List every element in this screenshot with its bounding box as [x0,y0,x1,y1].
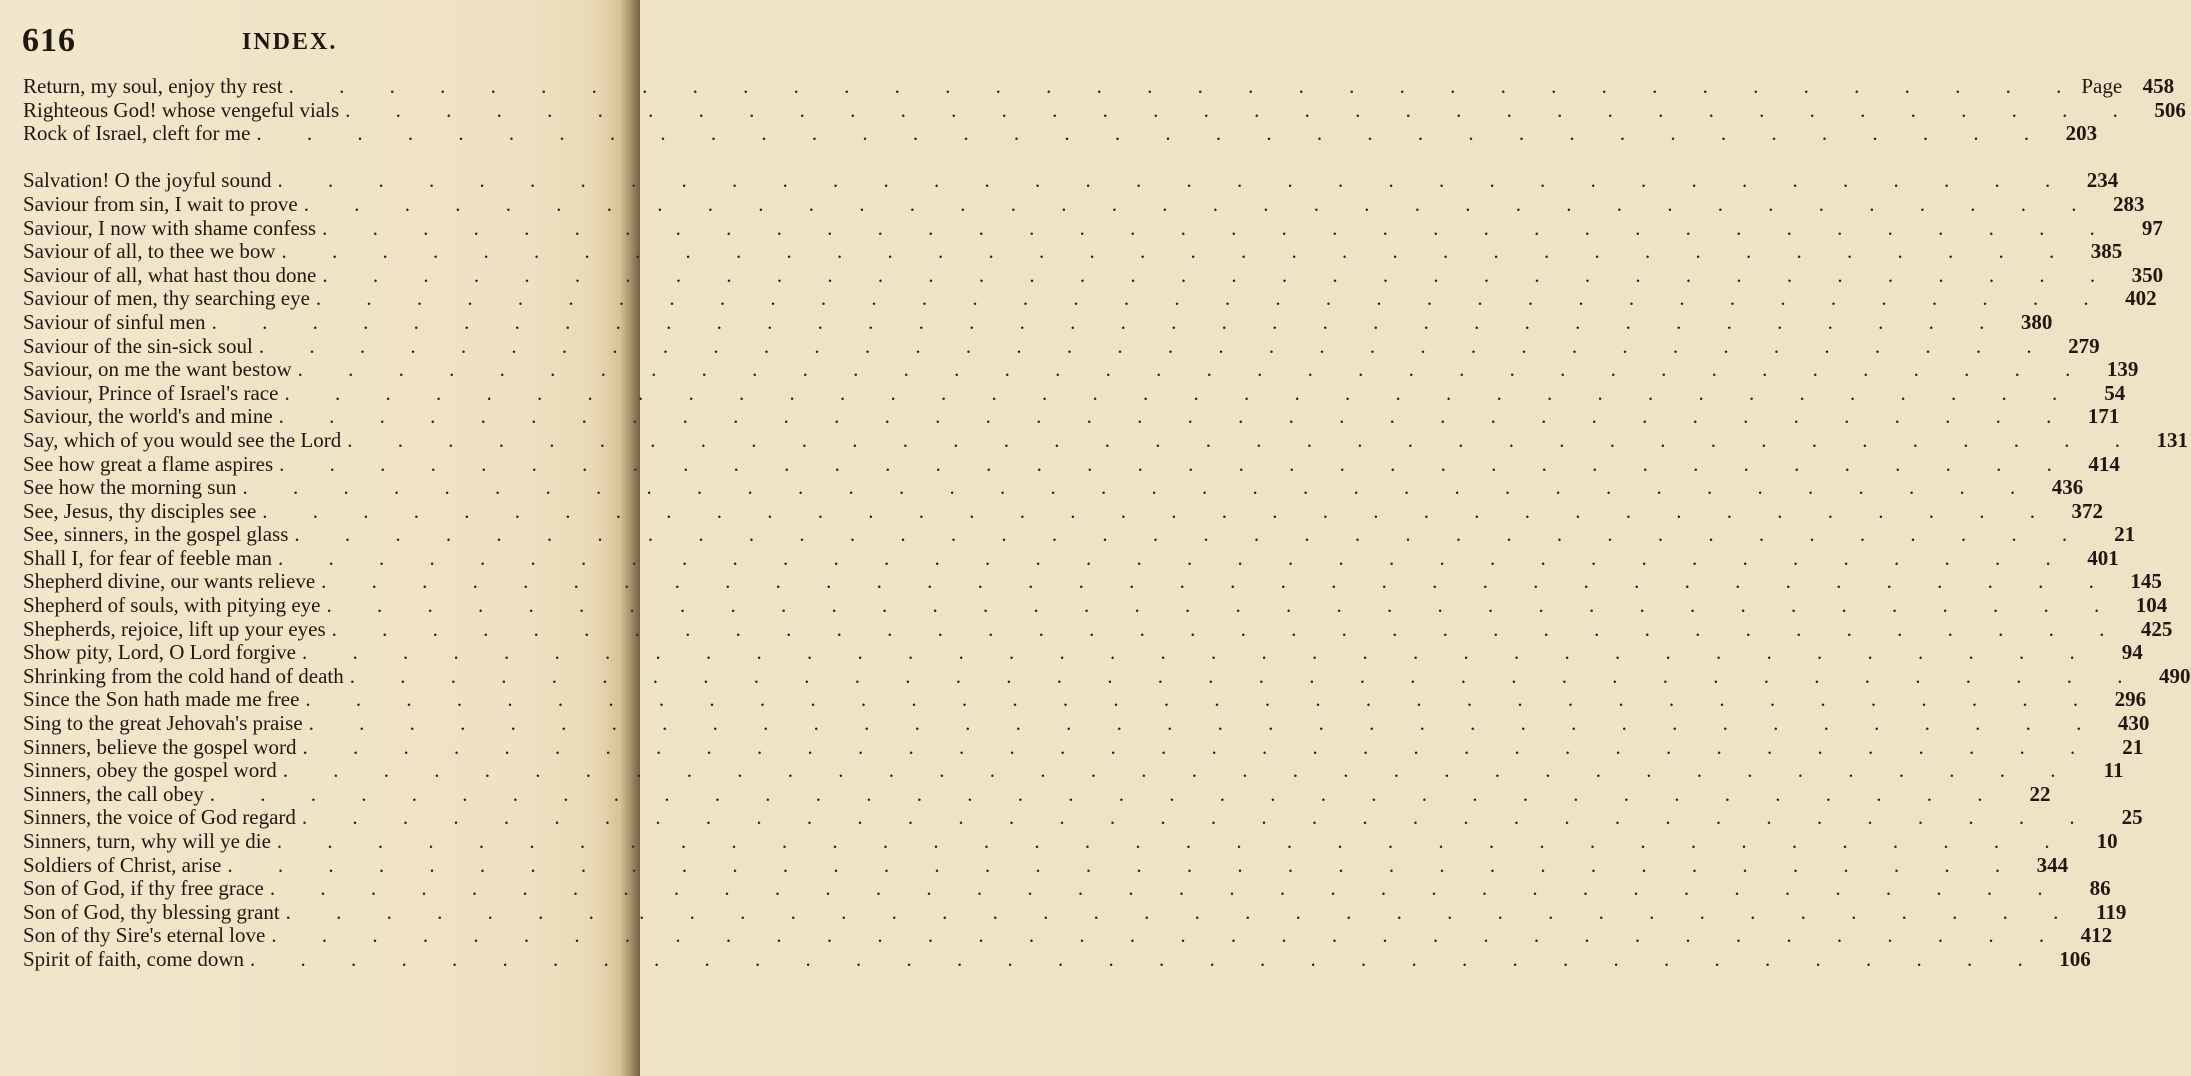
entry-title: See how the morning sun [23,475,237,500]
page-label: Page [2081,74,2123,98]
entry-page: 401 [2087,545,2119,570]
entry-title: Show pity, Lord, O Lord forgive [23,640,296,665]
index-entry [23,475,2084,500]
index-entry [23,498,2104,524]
entry-page: 106 [2059,946,2091,971]
index-entry [23,805,2143,830]
entry-title: Sinners, believe the gospel word [23,734,297,759]
index-entry [23,829,2118,854]
entry-title: See, sinners, in the gospel glass [23,522,289,547]
entry-title: Spirit of faith, come down [23,946,245,971]
entry-title: Soldiers of Christ, arise [23,852,222,877]
index-entry [23,286,2157,311]
entry-title: Saviour of all, to thee we bow [23,239,276,264]
entry-page: 436 [2051,475,2084,500]
entry-title: Saviour, on me the want bestow [23,357,292,382]
dot-leader [339,99,2138,123]
entry-page: 350 [2131,262,2164,287]
dot-leader [273,405,2072,429]
page-number: 616 [22,22,76,59]
entry-page: 402 [2125,286,2157,311]
index-entry [23,168,2119,193]
dot-leader [341,429,2140,453]
dot-leader [326,618,2125,642]
entry-page: 86 [2089,876,2111,901]
index-entry [23,899,2127,925]
dot-leader [278,382,2077,406]
index-entry [23,262,2164,288]
dot-leader [236,476,2035,500]
entry-title: Salvation! O the joyful sound [23,168,272,193]
entry-title: Sinners, the voice of God regard [23,805,296,830]
dot-leader [344,665,2143,689]
dot-leader [296,806,2095,830]
index-entry [23,758,2124,783]
index-entry [23,404,2120,429]
dot-leader [292,358,2091,382]
entry-title: Shepherd of souls, with pitying eye [23,593,321,618]
dot-leader [264,877,2063,901]
entry-page: 97 [2141,215,2163,240]
entry-page: 380 [2020,309,2053,334]
entry-page: 279 [2068,333,2100,358]
index-entry [23,663,2191,689]
dot-leader [271,169,2070,193]
entry-title: Shepherd divine, our wants relieve [23,569,316,594]
entry-title: Saviour, the world's and mine [23,404,273,429]
dot-leader [316,264,2115,288]
entry-title: Saviour from sin, I wait to prove [23,191,298,216]
entry-title: Saviour, I now with shame confess [23,215,317,240]
entry-title: Saviour of all, what hast thou done [23,262,317,287]
entry-page: 54 [2104,380,2126,405]
entry-title: Sing to the great Jehovah's praise [23,711,303,736]
entry-page: 414 [2088,451,2120,476]
dot-leader [250,122,2049,146]
entry-page: 458 [2142,74,2175,98]
index-entry [23,451,2120,477]
entry-title: Saviour, Prince of Israel's race [23,380,279,405]
entry-title: Since the Son hath made me free [23,687,300,712]
index-entry [23,309,2053,335]
dot-leader [280,901,2079,925]
index-entry [23,616,2173,642]
index-entry [23,781,2051,807]
dot-leader [244,948,2043,972]
dot-leader [272,547,2071,571]
index-list [23,74,2191,972]
dot-leader [221,854,2020,878]
dot-leader [253,335,2052,359]
entry-page: 104 [2135,593,2168,618]
index-entry [23,357,2139,382]
entry-page: 430 [2117,711,2150,736]
page-edge-shadow [620,0,640,1076]
index-entry [23,569,2162,594]
entry-title: See, Jesus, thy disciples see [23,498,257,523]
entry-title: Saviour of sinful men [23,309,206,334]
index-entry [23,734,2144,760]
entry-title: Son of God, if thy free grace [23,876,264,901]
entry-page: 21 [2122,734,2144,759]
index-entry [23,121,2098,146]
index-entry [23,74,2175,99]
dot-leader [276,240,2075,264]
entry-title: Saviour of men, thy searching eye [23,286,310,311]
dot-leader [206,311,2005,335]
index-entry [23,215,2163,241]
entry-page: 425 [2140,616,2173,641]
entry-title: See how great a flame aspires [23,451,274,476]
entry-page: 203 [2065,121,2098,146]
entry-page: 296 [2114,687,2147,712]
index-entry [23,191,2145,217]
index-entry [23,923,2113,948]
index-entry [23,593,2168,618]
dot-leader [297,736,2096,760]
entry-title: Return, my soul, enjoy thy rest [23,74,283,98]
entry-title: Sinners, the call obey [23,781,204,806]
index-entry [23,852,2069,878]
entry-page: 234 [2086,168,2119,193]
entry-title: Sinners, turn, why will ye die [23,829,271,853]
index-entry [23,946,2091,972]
dot-leader [299,688,2098,712]
entry-title: Sinners, obey the gospel word [23,758,277,783]
dot-leader [204,783,2003,807]
index-entry [23,687,2147,712]
index-entry [23,522,2136,547]
index-entry [23,876,2111,901]
dot-leader [315,570,2114,594]
entry-title: Rock of Israel, cleft for me [23,121,251,146]
entry-title: Son of thy Sire's eternal love [23,923,266,948]
entry-page: 11 [2103,758,2124,783]
entry-page: 385 [2090,239,2123,264]
entry-page: 490 [2159,663,2191,688]
entry-page: 131 [2156,427,2188,452]
index-entry [23,239,2123,264]
dot-leader [296,641,2095,665]
entry-title: Righteous God! whose vengeful vials [23,97,340,122]
entry-title: Say, which of you would see the Lord [23,427,342,452]
index-entry [23,711,2150,736]
entry-title: Shall I, for fear of feeble man [23,545,272,570]
dot-leader [303,712,2102,736]
index-entry [23,427,2188,453]
entry-page: 22 [2029,781,2051,806]
dot-leader [277,759,2076,783]
entry-title: Shepherds, rejoice, lift up your eyes [23,616,326,641]
index-entry [23,640,2143,665]
dot-leader [298,193,2097,217]
entry-page: 372 [2071,498,2104,523]
entry-title: Saviour of the sin-sick soul [23,333,253,358]
dot-leader [271,830,2070,854]
entry-page: 344 [2036,852,2069,877]
entry-title: Shrinking from the cold hand of death [23,663,344,688]
entry-page: 283 [2112,191,2145,216]
entry-page: 145 [2130,569,2162,594]
index-entry [23,380,2126,406]
dot-leader [320,594,2119,618]
dot-leader [265,924,2064,948]
entry-title: Son of God, thy blessing grant [23,899,280,924]
dot-leader [283,75,2082,99]
index-entry [23,333,2100,359]
entry-page: 119 [2096,899,2127,924]
running-head: INDEX. [242,29,338,55]
dot-leader [316,217,2115,241]
entry-page: 25 [2121,805,2143,830]
entry-page: 412 [2080,923,2113,948]
dot-leader [256,500,2055,524]
entry-page: 94 [2121,640,2143,665]
entry-page: 10 [2096,829,2118,853]
entry-page: 139 [2106,357,2139,382]
dot-leader [273,453,2072,477]
index-entry [23,545,2119,571]
entry-page: 506 [2154,97,2186,122]
index-entry [23,97,2186,123]
entry-page: 171 [2087,404,2120,429]
dot-leader [288,523,2087,547]
entry-page: 21 [2114,522,2136,547]
dot-leader [310,287,2109,311]
